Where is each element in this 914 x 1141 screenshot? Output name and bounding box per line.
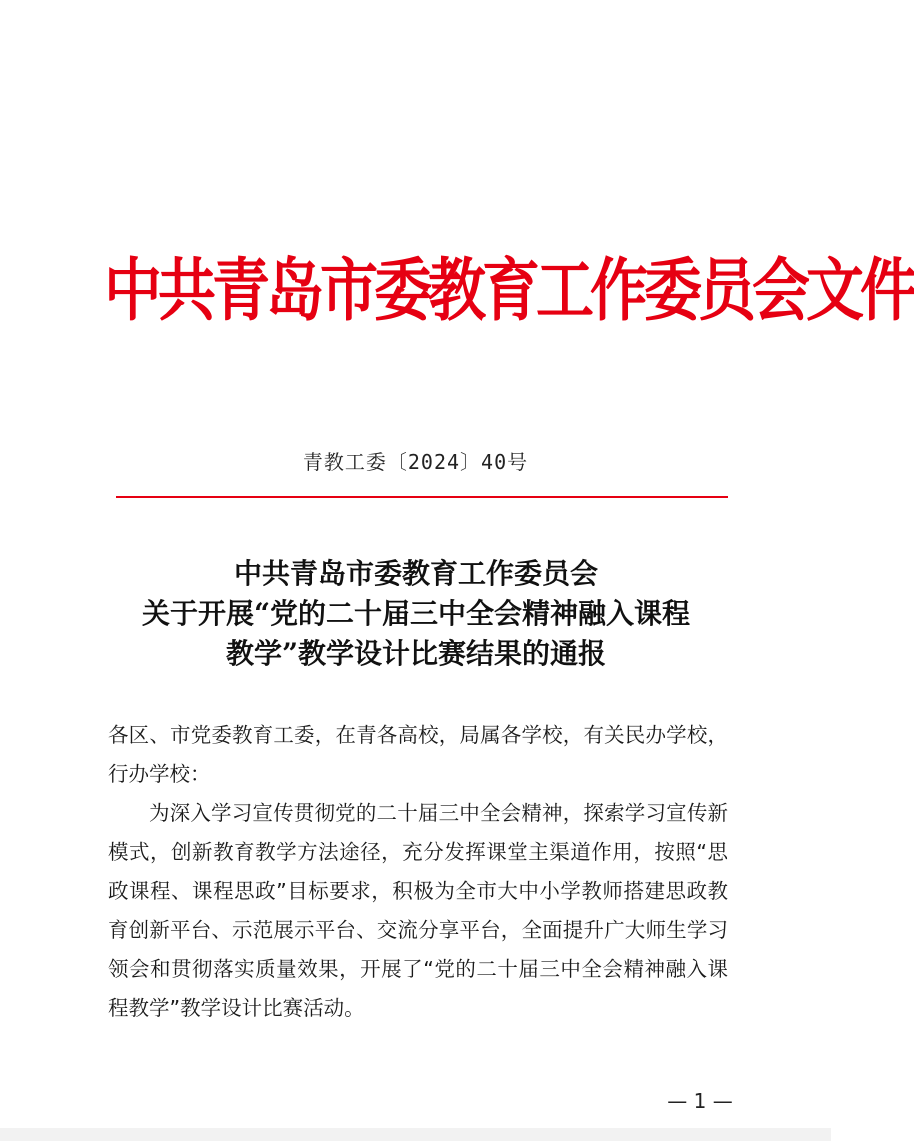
title-line-2: 关于开展“党的二十届三中全会精神融入课程: [141, 597, 691, 630]
page-bottom-edge: [0, 1128, 831, 1141]
body-paragraph-1: 为深入学习宣传贯彻党的二十届三中全会精神，探索学习宣传新模式，创新教育教学方法途径，充分发挥课堂主渠道作用，按照“思政课程、课程思政”目标要求，积极为全市大中小学教师搭建思政教育创新平台、示范展示平台、交流分享平台，全面提升广大师生学习领会和贯彻落实质量效果，开展了“党的二十届三中全会精神融入课程教学”教学设计比赛活动。: [108, 801, 728, 1020]
document-masthead: 中共青岛市委教育工作委员会文件: [104, 250, 914, 331]
document-title: [96, 554, 736, 674]
title-line-1: 中共青岛市委教育工作委员会: [233, 557, 598, 590]
document-number: 青教工委〔2024〕40号: [302, 450, 529, 474]
page-number: — 1 —: [667, 1089, 733, 1113]
salutation: 各区、市党委教育工委，在青各高校，局属各学校，有关民办学校，行办学校：: [108, 723, 728, 786]
red-separator-line: [116, 496, 728, 498]
title-line-3: 教学”教学设计比赛结果的通报: [225, 637, 607, 670]
document-body: [108, 716, 728, 1028]
